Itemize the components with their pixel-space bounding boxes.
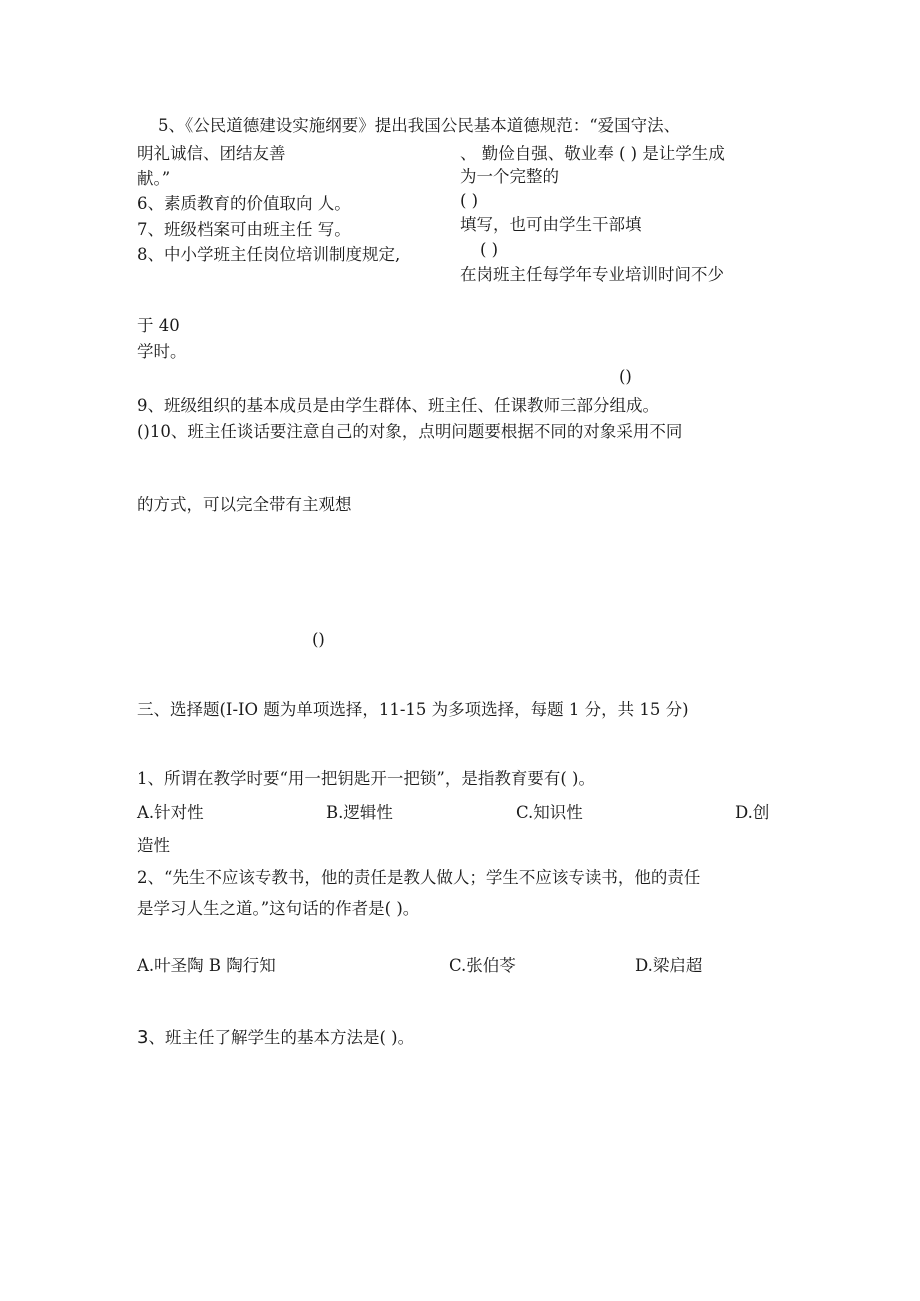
tf-q8-text: 8、中小学班主任岗位培训制度规定, — [137, 245, 401, 264]
tf-q6-text: 6、素质教育的价值取向 人。 — [137, 194, 351, 213]
tf-q9-text: 9、班级组织的基本成员是由学生群体、班主任、任课教师三部分组成。 — [137, 396, 659, 415]
tf-q5-line3-left: 献。” — [137, 169, 171, 188]
tf-q5-line2-left: 明礼诚信、团结友善 — [137, 144, 286, 163]
mc-q1-option-d-cont: 造性 — [137, 836, 170, 855]
mc-q1-option-c: C.知识性 — [516, 803, 583, 822]
section3-heading: 三、选择题(I-IO 题为单项选择，11-15 为多项选择，每题 1 分，共 15 分) — [137, 700, 689, 719]
tf-q5-line2-right: 、 勤俭自强、敬业奉 ( ) 是让学生成 — [460, 144, 725, 163]
mc-q3-stem — [137, 1028, 414, 1048]
mc-q3-number: 3 — [137, 1027, 149, 1048]
mc-q2-line1: 2、“先生不应该专教书，他的责任是教人做人；学生不应该专读书，他的责任 — [137, 868, 701, 887]
tf-q8-cont1: 于 40 — [137, 316, 180, 335]
tf-q7-text: 7、班级档案可由班主任 写。 — [137, 220, 351, 239]
tf-q10-line2: 的方式，可以完全带有主观想 — [137, 495, 352, 514]
mc-q1-option-a: A.针对性 — [137, 803, 204, 822]
tf-q8-right: 在岗班主任每学年专业培训时间不少 — [460, 265, 724, 284]
mc-q2-line2: 是学习人生之道。”这句话的作者是( )。 — [137, 899, 420, 918]
tf-q10-line1: ()10、班主任谈话要注意自己的对象，点明问题要根据不同的对象采用不同 — [137, 422, 683, 441]
mc-q3-text: 、班主任了解学生的基本方法是( )。 — [148, 1028, 415, 1047]
mc-q2-option-ab: A.叶圣陶 B 陶行知 — [137, 956, 276, 975]
mc-q1-option-d: D.创 — [735, 803, 770, 822]
tf-q7-bracket: ( ) — [480, 240, 499, 259]
mc-q2-option-d: D.梁启超 — [635, 956, 703, 975]
tf-q6-bracket: ( ) — [460, 191, 479, 210]
mc-q1-option-b: B.逻辑性 — [326, 803, 393, 822]
tf-q7-right: 填写，也可由学生干部填 — [460, 215, 642, 234]
tf-q8-cont2: 学时。 — [137, 342, 187, 361]
mc-q1-stem: 1、所谓在教学时要“用一把钥匙开一把锁”，是指教育要有( )。 — [137, 769, 595, 788]
tf-q5-line1: 5、《公民道德建设实施纲要》提出我国公民基本道德规范：“爱国守法、 — [158, 116, 681, 135]
mc-q2-option-c: C.张伯苓 — [449, 956, 516, 975]
tf-q5-line3-right: 为一个完整的 — [460, 167, 559, 186]
tf-q8-bracket: () — [619, 367, 632, 386]
tf-q10-bracket: () — [312, 630, 325, 649]
